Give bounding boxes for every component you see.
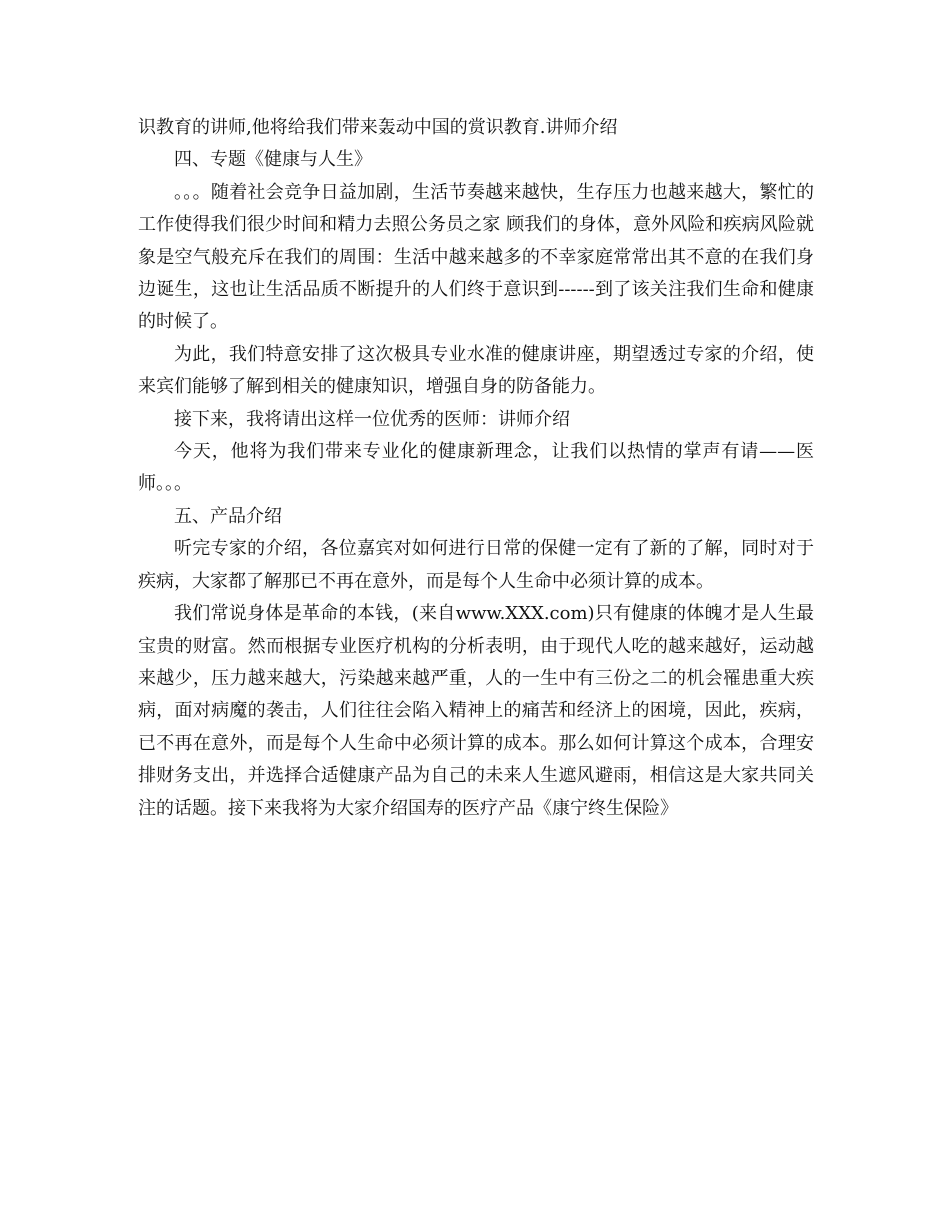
section-heading-topic: 四、专题《健康与人生》 <box>174 149 372 171</box>
document-body <box>138 112 814 825</box>
paragraph-continuation: 识教育的讲师,他将给我们带来轰动中国的赏识教育.讲师介绍 <box>138 117 618 138</box>
paragraph-welcome-doctor: 今天，他将为我们带来专业化的健康新理念，让我们以热情的掌声有请——医师。。。 <box>138 441 814 495</box>
paragraph-lecture-purpose: 为此，我们特意安排了这次极具专业水准的健康讲座，期望透过专家的介绍，使来宾们能够了解到相关的健康知识，增强自身的防备能力。 <box>138 343 814 398</box>
section-heading-product: 五、产品介绍 <box>174 505 282 527</box>
paragraph-after-lecture: 听完专家的介绍，各位嘉宾对如何进行日常的保健一定有了新的了解，同时对于疾病，大家都了解那已不再在意外，而是每个人生命中必须计算的成本。 <box>138 538 814 592</box>
paragraph-product-intro: 我们常说身体是革命的本钱，(来自www.XXX.com)只有健康的体魄才是人生最宝贵的财富。然而根据专业医疗机构的分析表明，由于现代人吃的越来越好，运动越来越少，压力越来越大，污染越来越严重，人的一生中有三份之二的机会罹患重大疾病，面对病魔的袭击，人们往往会陷入精神上的痛苦和经济上的困境，因此，疾病，已不再在意外，而是每个人生命中必须计算的成本。那么如何计算这个成本，合理安排财务支出，并选择合适健康产品为自己的未来人生遮风避雨，相信这是大家共同关注的话题。接下来我将为大家介绍国寿的医疗产品《康宁终生保险》 <box>138 603 814 819</box>
paragraph-topic-intro: 。。。随着社会竞争日益加剧，生活节奏越来越快，生存压力也越来越大，繁忙的工作使得我们很少时间和精力去照公务员之家 顾我们的身体，意外风险和疾病风险就象是空气般充斥在我们的周围：生活中越来越多的不幸家庭常常出其不意的在我们身边诞生，这也让生活品质不断提升的人们终于意识到------到了该关注我们生命和健康的时候了。 <box>138 181 814 333</box>
paragraph-doctor-intro: 接下来，我将请出这样一位优秀的医师：讲师介绍 <box>174 408 570 430</box>
